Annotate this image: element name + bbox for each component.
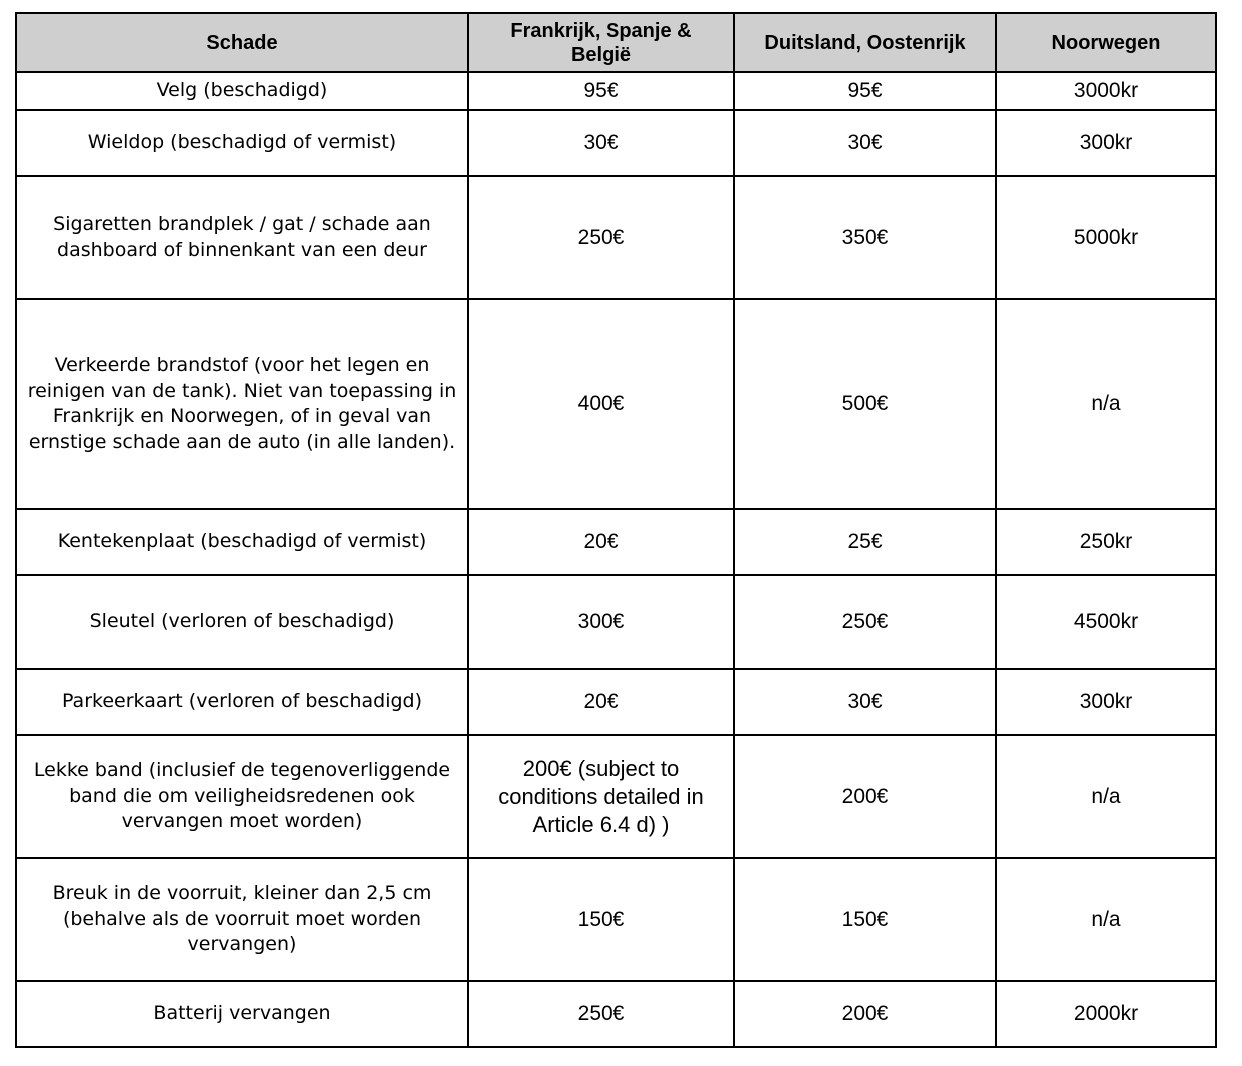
fee-norway: 2000kr xyxy=(996,981,1216,1047)
fee-norway: n/a xyxy=(996,299,1216,509)
fee-germany-austria: 150€ xyxy=(734,858,996,981)
fee-germany-austria: 95€ xyxy=(734,72,996,110)
damage-description: Lekke band (inclusief de tegenoverliggende band die om veiligheidsredenen ook vervangen moet worden) xyxy=(16,735,468,858)
damage-description: Sigaretten brandplek / gat / schade aan dashboard of binnenkant van een deur xyxy=(16,176,468,299)
fee-germany-austria: 350€ xyxy=(734,176,996,299)
damage-description: Batterij vervangen xyxy=(16,981,468,1047)
fee-germany-austria: 200€ xyxy=(734,735,996,858)
fee-norway: 3000kr xyxy=(996,72,1216,110)
fee-france-spain-belgium: 250€ xyxy=(468,981,734,1047)
damage-description: Breuk in de voorruit, kleiner dan 2,5 cm (behalve als de voorruit moet worden vervangen) xyxy=(16,858,468,981)
fee-france-spain-belgium: 150€ xyxy=(468,858,734,981)
fee-france-spain-belgium: 300€ xyxy=(468,575,734,669)
fee-france-spain-belgium: 95€ xyxy=(468,72,734,110)
fee-germany-austria: 500€ xyxy=(734,299,996,509)
table-row xyxy=(16,858,1216,981)
table-row xyxy=(16,72,1216,110)
table-row xyxy=(16,735,1216,858)
damage-description: Kentekenplaat (beschadigd of vermist) xyxy=(16,509,468,575)
fee-norway: 300kr xyxy=(996,110,1216,176)
fee-norway: 250kr xyxy=(996,509,1216,575)
fee-germany-austria: 25€ xyxy=(734,509,996,575)
fee-norway: 4500kr xyxy=(996,575,1216,669)
fee-norway: 300kr xyxy=(996,669,1216,735)
damage-description: Verkeerde brandstof (voor het legen en reinigen van de tank). Niet van toepassing in Frankrijk en Noorwegen, of in geval van ernstige schade aan de auto (in alle landen). xyxy=(16,299,468,509)
fee-france-spain-belgium: 20€ xyxy=(468,509,734,575)
header-damage: Schade xyxy=(16,13,468,72)
header-norway: Noorwegen xyxy=(996,13,1216,72)
fee-norway: n/a xyxy=(996,735,1216,858)
fee-france-spain-belgium: 20€ xyxy=(468,669,734,735)
table-header-row xyxy=(16,13,1216,72)
fee-germany-austria: 30€ xyxy=(734,110,996,176)
header-france-spain-belgium: Frankrijk, Spanje & België xyxy=(468,13,734,72)
fee-germany-austria: 30€ xyxy=(734,669,996,735)
damage-description: Parkeerkaart (verloren of beschadigd) xyxy=(16,669,468,735)
damage-description: Sleutel (verloren of beschadigd) xyxy=(16,575,468,669)
fee-norway: n/a xyxy=(996,858,1216,981)
fee-germany-austria: 250€ xyxy=(734,575,996,669)
damage-description: Velg (beschadigd) xyxy=(16,72,468,110)
fee-france-spain-belgium: 400€ xyxy=(468,299,734,509)
fee-france-spain-belgium: 30€ xyxy=(468,110,734,176)
fee-germany-austria: 200€ xyxy=(734,981,996,1047)
damage-description: Wieldop (beschadigd of vermist) xyxy=(16,110,468,176)
table-row xyxy=(16,110,1216,176)
fee-norway: 5000kr xyxy=(996,176,1216,299)
table-row xyxy=(16,299,1216,509)
table-row xyxy=(16,981,1216,1047)
table-row xyxy=(16,575,1216,669)
fee-france-spain-belgium: 200€ (subject to conditions detailed in Article 6.4 d) ) xyxy=(468,735,734,858)
fee-france-spain-belgium: 250€ xyxy=(468,176,734,299)
table-row xyxy=(16,176,1216,299)
table-row xyxy=(16,669,1216,735)
damage-fee-table xyxy=(15,12,1217,1048)
header-germany-austria: Duitsland, Oostenrijk xyxy=(734,13,996,72)
table-row xyxy=(16,509,1216,575)
